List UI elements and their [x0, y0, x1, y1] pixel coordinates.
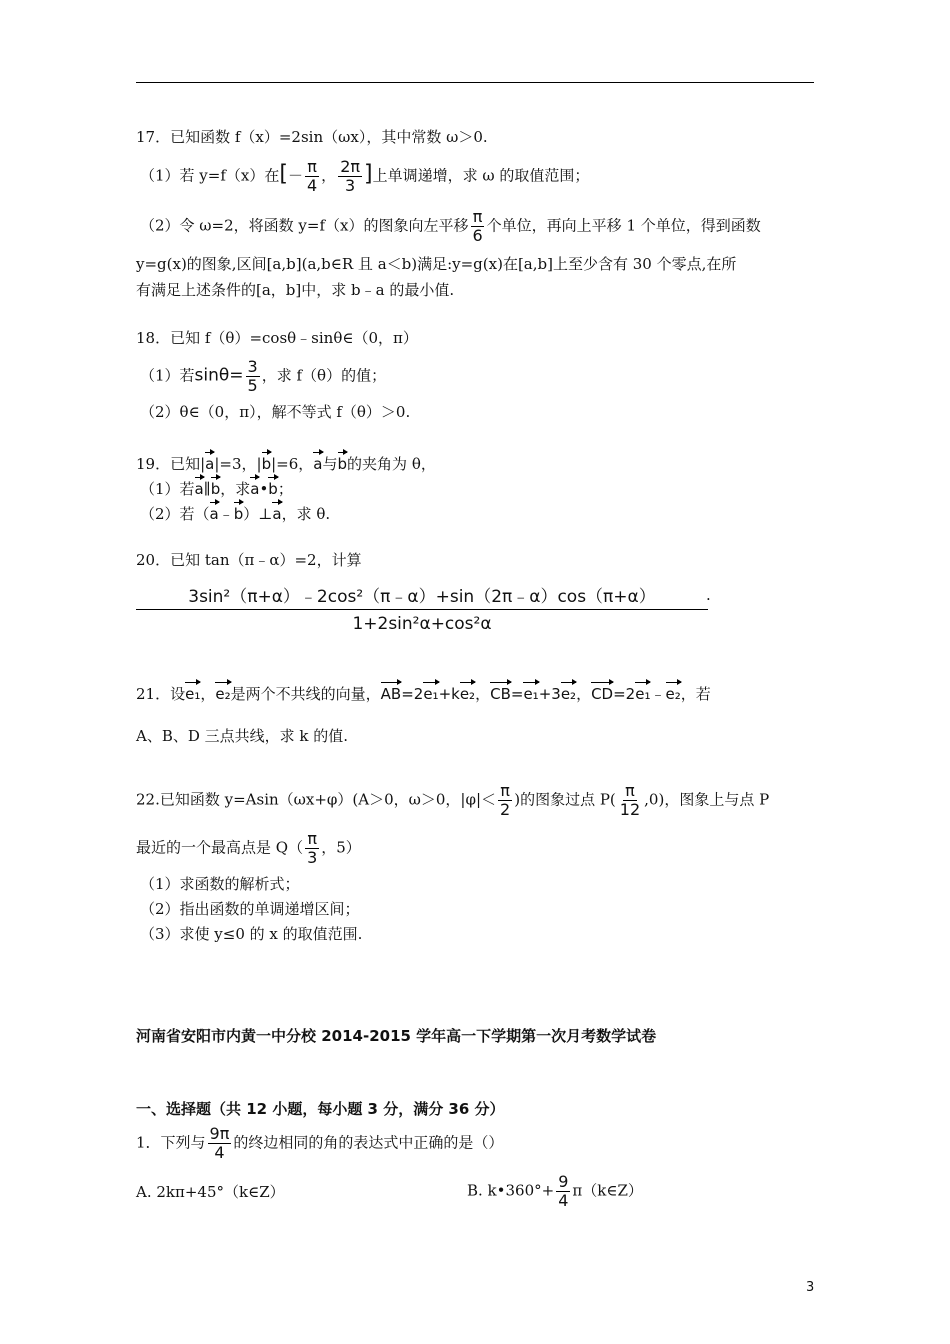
q20-stem: 20．已知 tan（π﹣α）=2，计算: [136, 551, 362, 569]
page-number: 3: [806, 1280, 815, 1295]
q22-stem: 22.已知函数 y=Asin（ωx+φ）(A＞0，ω＞0，|φ|＜ $\frac{\pi}{2}$ )的图象过点 P( $\frac{\pi}{12}$ ,0)，图象上与点 P: [136, 781, 770, 819]
fraction: $\frac{9\pi}{4}$: [209, 1124, 230, 1162]
vector-e1: e₁: [523, 680, 538, 704]
header-rule: [136, 82, 814, 83]
q17-part1: （1）若 y=f（x）在[－ $\frac{\pi}{4}$ ， $\frac{2\pi}{3}$ ]上单调递增，求 ω 的取值范围；: [140, 157, 590, 195]
fraction: $\frac{\pi}{12}$: [619, 781, 641, 819]
vector-a: a: [210, 500, 219, 524]
fraction: $\frac{\pi}{4}$: [306, 157, 318, 195]
vector-e2: e₂: [561, 680, 576, 704]
q21-stem: 21．设e₁，e₂是两个不共线的向量，AB=2e₁+ke₂，CB=e₁+3e₂，CD=2e₁﹣e₂，若: [136, 680, 711, 704]
q18-part2: （2）θ∈（0，π），解不等式 f（θ）＞0.: [140, 403, 411, 421]
vector-a: a: [195, 475, 204, 499]
q19-stem: 19．已知|a|=3，|b|=6，a与b的夹角为 θ，: [136, 450, 436, 474]
q17-stem: 17．已知函数 f（x）=2sin（ωx），其中常数 ω＞0.: [136, 128, 488, 146]
q22-part2: （2）指出函数的单调递增区间；: [140, 900, 360, 918]
vector-a: a: [250, 475, 259, 499]
q20-expression: [136, 582, 708, 634]
vector-e2: e₂: [215, 680, 230, 704]
vector-b: b: [268, 475, 278, 499]
vector-e1: e₁: [423, 680, 438, 704]
vector-a: a: [205, 450, 214, 474]
q1-option-b: B. k•360°+ $\frac{9}{4}$ π（k∈Z）: [467, 1172, 643, 1210]
q17-part2: （2）令 ω=2，将函数 y=f（x）的图象向左平移 $\frac{\pi}{6}$ 个单位，再向上平移 1 个单位，得到函数: [140, 207, 761, 245]
vector-a: a: [272, 500, 281, 524]
q19-part1: （1）若a∥b，求a•b；: [140, 475, 293, 499]
q1-stem: 1．下列与 $\frac{9\pi}{4}$ 的终边相同的角的表达式中正确的是（）: [136, 1124, 504, 1162]
fraction: $\frac{9}{4}$: [558, 1172, 569, 1210]
vector-e1: e₁: [635, 680, 650, 704]
q17-line4: 有满足上述条件的[a，b]中，求 b﹣a 的最小值.: [136, 281, 455, 299]
q20-numerator: 3sin²（π+α）﹣2cos²（π﹣α）+sin（2π﹣α）cos（π+α）: [136, 582, 708, 610]
q20-period: .: [706, 586, 711, 604]
q19-part2: （2）若（a﹣b）⊥a，求 θ.: [140, 500, 330, 524]
q17-line3: y=g(x)的图象,区间[a,b](a,b∈R 且 a＜b)满足:y=g(x)在[a,b]上至少含有 30 个零点,在所: [136, 255, 737, 273]
vector-e2: e₂: [460, 680, 475, 704]
q18-stem: 18．已知 f（θ）=cosθ﹣sinθ∈（0，π）: [136, 329, 418, 347]
fraction: $\frac{2\pi}{3}$: [340, 157, 360, 195]
vector-b: b: [234, 500, 244, 524]
fraction: $\frac{3}{5}$: [247, 357, 258, 395]
vector-b: b: [262, 450, 272, 474]
section-heading: 一、选择题（共 12 小题，每小题 3 分，满分 36 分）: [136, 1100, 505, 1118]
vector-b: b: [338, 450, 348, 474]
q21-line2: A、B、D 三点共线，求 k 的值.: [136, 727, 349, 745]
vector-a: a: [313, 450, 322, 474]
vector-e2: e₂: [666, 680, 681, 704]
vector-cb: CB: [490, 680, 511, 704]
q1-option-a: A. 2kπ+45°（k∈Z）: [136, 1183, 285, 1201]
q18-part1: （1）若sinθ= $\frac{3}{5}$ ，求 f（θ）的值；: [140, 357, 387, 395]
exam-title: 河南省安阳市内黄一中分校 2014-2015 学年高一下学期第一次月考数学试卷: [136, 1027, 657, 1045]
q22-line2: 最近的一个最高点是 Q（ $\frac{\pi}{3}$ ，5）: [136, 829, 361, 867]
q20-denominator: 1+2sin²α+cos²α: [352, 614, 492, 634]
fraction: $\frac{\pi}{3}$: [307, 829, 318, 867]
vector-b: b: [211, 475, 221, 499]
vector-ab: AB: [381, 680, 402, 704]
fraction: $\frac{\pi}{6}$: [472, 207, 483, 245]
q22-part3: （3）求使 y≤0 的 x 的取值范围.: [140, 925, 363, 943]
vector-e1: e₁: [185, 680, 200, 704]
fraction: $\frac{\pi}{2}$: [500, 781, 511, 819]
q22-part1: （1）求函数的解析式；: [140, 875, 300, 893]
vector-cd: CD: [591, 680, 613, 704]
